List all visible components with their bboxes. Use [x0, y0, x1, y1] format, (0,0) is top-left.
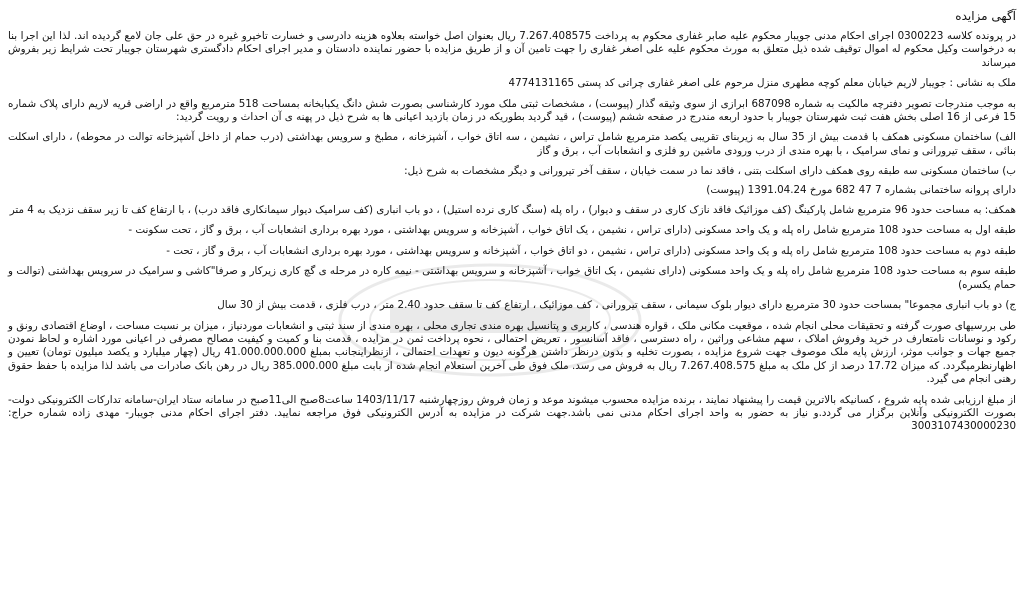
ground-floor-description: همکف: به مساحت حدود 96 مترمربع شامل پارکینگ (کف موزائیک فاقد نازک کاری در سقف و دیوار) ، راه پله (سنگ کاری نرده استیل) ، دو باب انباری (کف سرامیک دیوار سیمانکاری فاقد درب) ، با ارتفاع کف تا زیر سقف نزدیک به 4 متر	[9, 204, 1016, 217]
notice-title: آگهی مزایده	[955, 9, 1016, 23]
building-permit: دارای پروانه ساختمانی بشماره 7 47 682 مورخ 1391.04.24 (پیوست)	[706, 183, 1016, 196]
intro-paragraph: در پرونده کلاسه 0300223 اجرای احکام مدنی جویبار محکوم علیه صابر غفاری محکوم به پرداخت 7.267.408575 ریال بعنوان اصل خواسته بعلاوه هزینه دادرسی و خسارت تاخیرو غیره در حق علی جان لامع گردیده اند. لذا این اجرا بنا به درخواست وکیل محکوم له اموال توقیف شده ذیل متعلق به مورث محکوم علیه علی اصغر غفاری را جهت تامین آن و از طریق مزایده با حضور نماینده دادستان و مدیر اجرای احکام دادگستری شهرستان جویبار تحت شرایط زیر بفروش میرساند	[8, 30, 1016, 69]
registration-details: به موجب مندرجات تصویر دفترچه مالکیت به شماره 687098 ابرازی از سوی وثیقه گذار (پیوست) ، مشخصات ثبتی ملک مورد کارشناسی بصورت شش دانگ یکبابخانه بمساحت 518 مترمربع واقع در اراضی قریه لاریم دارای پلاک شماره 15 فرعی از 16 اصلی بخش هفت ثبت شهرستان جویبار با حدود اربعه مندرج در صفحه ششم (پیوست) ، قید گردید بطوریکه در زمان بازدید اعیانی ها به شرح ذیل در پهنه ی آن احداث و رویت گردید:	[8, 97, 1016, 124]
third-floor-description: طبقه سوم به مساحت حدود 108 مترمربع شامل راه پله و یک واحد مسکونی (دارای نشیمن ، یک اتاق خواب ، آشپزخانه و سرویس بهداشتی - نیمه کاره در مرحله ی گچ کاری زیرکار و صرفا"کاشی و سرامیک در سرویس بهداشتی (توالت و حمام یکسره)	[8, 265, 1016, 291]
building-b-description: ب) ساختمان مسکونی سه طبقه روی همکف دارای اسکلت بتنی ، فاقد نما در سمت خیابان ، سقف آخر تیرورانی و دیگر مشخصات به شرح ذیل:	[404, 165, 1016, 178]
storage-units-description: ج) دو باب انباری مجموعا" بمساحت حدود 30 مترمربع دارای دیوار بلوک سیمانی ، سقف تیرورانی ، کف موزائیک ، ارتفاع کف تا سقف حدود 2.40 متر ، درب فلزی ، قدمت بیش از 30 سال	[217, 299, 1016, 312]
building-a-description: الف) ساختمان مسکونی همکف با قدمت بیش از 35 سال به زیربنای تقریبی یکصد مترمربع شامل تراس ، نشیمن ، سه اتاق خواب ، آشپزخانه ، مطبخ و سرویس بهداشتی (درب حمام از داخل آشپزخانه توالت در محوطه) ، دارای اسکلت بنائی ، سقف تیرورانی و نمای سرامیک ، با بهره مندی از درب ورودی ماشین رو فلزی و انشعابات آب ، برق و گاز	[8, 131, 1016, 157]
second-floor-description: طبقه دوم به مساحت حدود 108 مترمربع شامل راه پله و یک واحد مسکونی (دارای تراس ، نشیمن ، دو اتاق خواب ، آشپزخانه و سرویس بهداشتی ، مورد بهره برداری انشعابات آب ، برق و گاز ، تحت -	[166, 244, 1016, 257]
auction-terms-paragraph: از مبلغ ارزیابی شده پایه شروع ، کسانیکه بالاترین قیمت را پیشنهاد نمایند ، برنده مزایده محسوب میشوند موعد و زمان فروش روزچهارشنبه 1403/11/17 ساعت8صبح الی11صبح در سامانه ستاد ایران-سامانه تدارکات الکترونیکی دولت-بصورت الکترونیکی وآنلاین برگزار می گردد.و نیاز به حضور به واحد اجرای احکام مدنی نمی باشد.جهت شرکت در مزایده به آدرس الکترونیکی فوق مراجعه نمایید. دفتر اجرای احکام مدنی جویبار- مهدی زاده شماره حراج: 3003107430000230	[8, 393, 1016, 433]
first-floor-description: طبقه اول به مساحت حدود 108 مترمربع شامل راه پله و یک واحد مسکونی (دارای تراس ، نشیمن ، یک اتاق خواب ، آشپزخانه و سرویس بهداشتی ، مورد بهره برداری انشعابات آب ، برق و گاز ، تحت سکونت -	[128, 224, 1016, 237]
property-address: ملک به نشانی : جویبار لاریم خیابان معلم کوچه مطهری منزل مرحوم علی اصغر غفاری چراتی کد پستی 4774131165	[508, 77, 1016, 90]
valuation-paragraph: طی بررسیهای صورت گرفته و تحقیقات محلی انجام شده ، موقعیت مکانی ملک ، قواره هندسی ، کاربری و پتانسیل بهره مندی تجاری محلی ، بهره مندی از سند ثبتی و انشعابات موردنیاز ، میزان بر نسبت مساحت ، اوضاع اقتصادی رونق و رکود و نوسانات نامتعارف در خرید وفروش املاک ، سهم مشاعی وراثین ، راه دسترسی ، فاقد آسانسور ، تعریض احتمالی ، نحوه پرداخت ثمن در مزایده ، قدمت بنا و کمیت و کیفیت مصالح مصرفی در اعیانی مورد اشاره و لحاظ نمودن جمیع جهات و جوانب موثر، ارزش پایه ملک موصوف جهت شروع مزایده ، بصورت تخلیه و بدون درنظر داشتن هرگونه دیون و تعهدات احتمالی ، ازنظراینجانب بمبلغ 41.000.000.000 ریال (چهار میلیارد و یکصد میلیون تومان) تعیین و اظهارنظرمیگردد. که میزان 17.72 درصد از کل ملک به مبلغ 7.267.408.575 ریال به فروش می رسد. ملک فوق طی آخرین استعلام انجام شده از بابت مبلغ 385.000.000 ریال در رهن بانک صادرات می باشد لذا مزایده با حفظ حقوق رهنی انجام می گیرد.	[8, 319, 1016, 386]
